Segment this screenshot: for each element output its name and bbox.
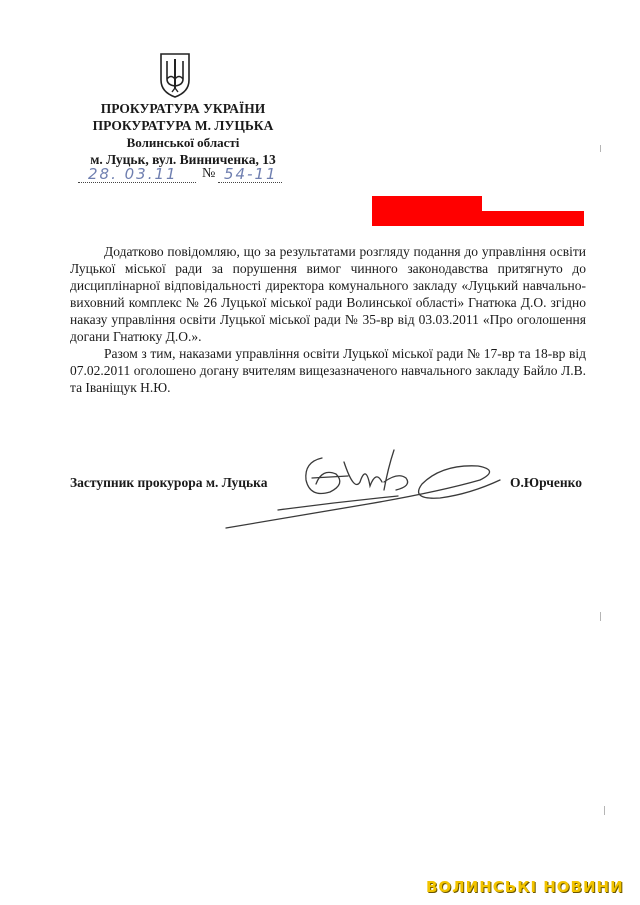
letterhead-line-2: ПРОКУРАТУРА М. ЛУЦЬКА: [92, 118, 274, 133]
scan-mark: [604, 806, 605, 815]
reference-number-sign: №: [202, 166, 216, 181]
letterhead-line-1: ПРОКУРАТУРА УКРАЇНИ: [100, 101, 266, 116]
reference-line: [78, 166, 282, 184]
signatory-name: О.Юрченко: [510, 475, 582, 490]
letterhead-region: Волинської області: [126, 135, 240, 150]
letterhead: [70, 100, 296, 168]
body-paragraph-2: Разом з тим, наказами управління освіти Луцької міської ради № 17-вр та 18-вр від 07.02.2011 оголошено догану вчителям вищезазначеного навчального закладу Байло Л.В. та Іваніщук Н.Ю.: [70, 346, 586, 395]
letterhead-address: м. Луцьк, вул. Винниченка, 13: [90, 152, 276, 167]
redacted-addressee-line-1: [372, 196, 482, 211]
trident-emblem-icon: [158, 52, 192, 98]
scan-mark: [600, 612, 601, 621]
reference-number: 54-11: [224, 165, 278, 183]
letter-body: [70, 243, 586, 396]
redacted-addressee-line-2: [372, 211, 584, 226]
scan-mark: [600, 145, 601, 152]
reference-date: 28. 03.11: [88, 165, 178, 183]
body-paragraph-1: Додатково повідомляю, що за результатами розгляду подання до управління освіти Луцької міської ради за порушення вимог чинного законодавства притягнуто до дисциплінарної відповідальності директора комунального закладу «Луцький навчально-виховний комплекс № 26 Луцької міської ради Волинської області» Гнатюка Д.О. згідно наказу управління освіти Луцької міської ради № 35-вр від 03.03.2011 «Про оголошення догани Гнатюку Д.О.».: [70, 244, 586, 344]
signatory-position: Заступник прокурора м. Луцька: [70, 475, 268, 490]
watermark-logo: ВОЛИНСЬКІ НОВИНИ: [426, 878, 624, 896]
